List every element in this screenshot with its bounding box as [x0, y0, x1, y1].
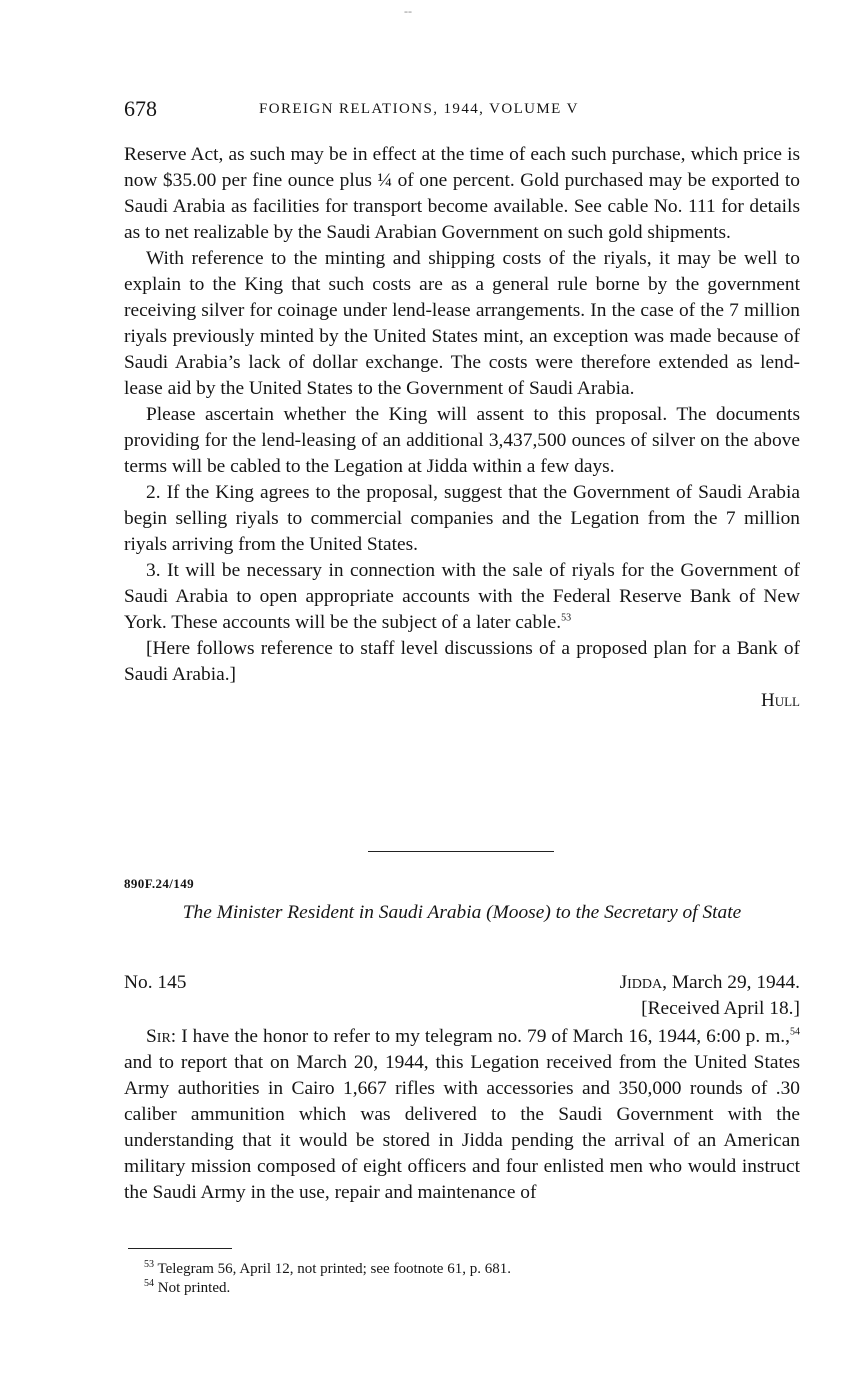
footnote — [144, 1260, 800, 1279]
signature: Hull — [761, 690, 800, 711]
footnote-mark: 53 — [144, 1259, 154, 1270]
paragraph — [124, 558, 800, 636]
footnote-ref: 53 — [561, 612, 572, 624]
letter-text-part: : I have the honor to refer to my telegram no. 79 of March 16, 1944, 6:00 p. m., — [170, 1026, 790, 1047]
footnote-text: Telegram 56, April 12, not printed; see footnote 61, p. 681. — [157, 1261, 511, 1277]
page-number: 678 — [124, 96, 157, 121]
dispatch-date: , March 29, 1944. — [662, 972, 800, 993]
section-divider — [368, 851, 554, 852]
dispatch-number: No. 145 — [124, 972, 187, 993]
letter-body — [124, 1024, 800, 1206]
paragraph: With reference to the minting and shipping costs of the riyals, it may be well to explain to the King that such costs are as a general rule borne by the government receiving silver for coinage under lend-lease arrangements. In the case of the 7 million riyals previously minted by the United States mint, an exception was made because of Saudi Arabia’s lack of dollar exchange. The costs were therefore extended as lend-lease aid by the United States to the Government of Saudi Arabia. — [124, 248, 800, 399]
paragraph: Please ascertain whether the King will assent to this proposal. The documents providing for the lend-leasing of an additional 3,437,500 ounces of silver on the above terms will be cabled to the Legation at Jidda within a few days. — [124, 404, 800, 477]
paragraph-text: 3. It will be necessary in connection with the sale of riyals for the Government of Saudi Arabia to open appropriate accounts with the Federal Reserve Bank of New York. These accounts will be the subject of a later cable. — [124, 560, 800, 633]
telegram-body — [124, 142, 800, 714]
running-head — [124, 96, 800, 126]
salutation: Sir — [146, 1026, 171, 1047]
dispatch-place-date — [620, 970, 800, 996]
letter-text-part: and to report that on March 20, 1944, this Legation received from the United States Army authorities in Cairo 1,667 rifles with accessories and 350,000 rounds of .30 caliber ammunition which was delivered to the Saudi Government with the understanding that it would be stored in Jidda pending the arrival of an American military mission composed of eight officers and four enlisted men who would instruct the Saudi Army in the use, repair and maintenance of — [124, 1052, 800, 1203]
footnote — [144, 1279, 800, 1298]
paragraph — [124, 1024, 800, 1206]
document-heading: The Minister Resident in Saudi Arabia (Moose) to the Secretary of State — [182, 902, 742, 923]
dispatch-place: Jidda — [619, 972, 663, 993]
footnote-text: Not printed. — [157, 1280, 231, 1296]
running-title: FOREIGN RELATIONS, 1944, VOLUME V — [259, 101, 579, 117]
footnote-mark: 54 — [144, 1278, 154, 1289]
editorial-note: [Here follows reference to staff level discussions of a proposed plan for a Bank of Saudi Arabia.] — [124, 638, 800, 685]
footnote-divider — [128, 1248, 232, 1249]
paragraph: 2. If the King agrees to the proposal, suggest that the Government of Saudi Arabia begin selling riyals to commercial companies and the Legation from the 7 million riyals arriving from the United States. — [124, 482, 800, 555]
file-number: 890F.24/149 — [124, 876, 195, 891]
page-top-mark: -- — [404, 4, 412, 18]
footnote-ref: 54 — [790, 1026, 800, 1038]
footnotes — [144, 1260, 800, 1298]
paragraph: Reserve Act, as such may be in effect at the time of each such purchase, which price is now $35.00 per fine ounce plus ¼ of one percent. Gold purchased may be exported to Saudi Arabia as facilities for transport become available. See cable No. 111 for details as to net realizable by the Saudi Arabian Government on such gold shipments. — [124, 144, 800, 243]
received-date: [Received April 18.] — [641, 998, 800, 1019]
